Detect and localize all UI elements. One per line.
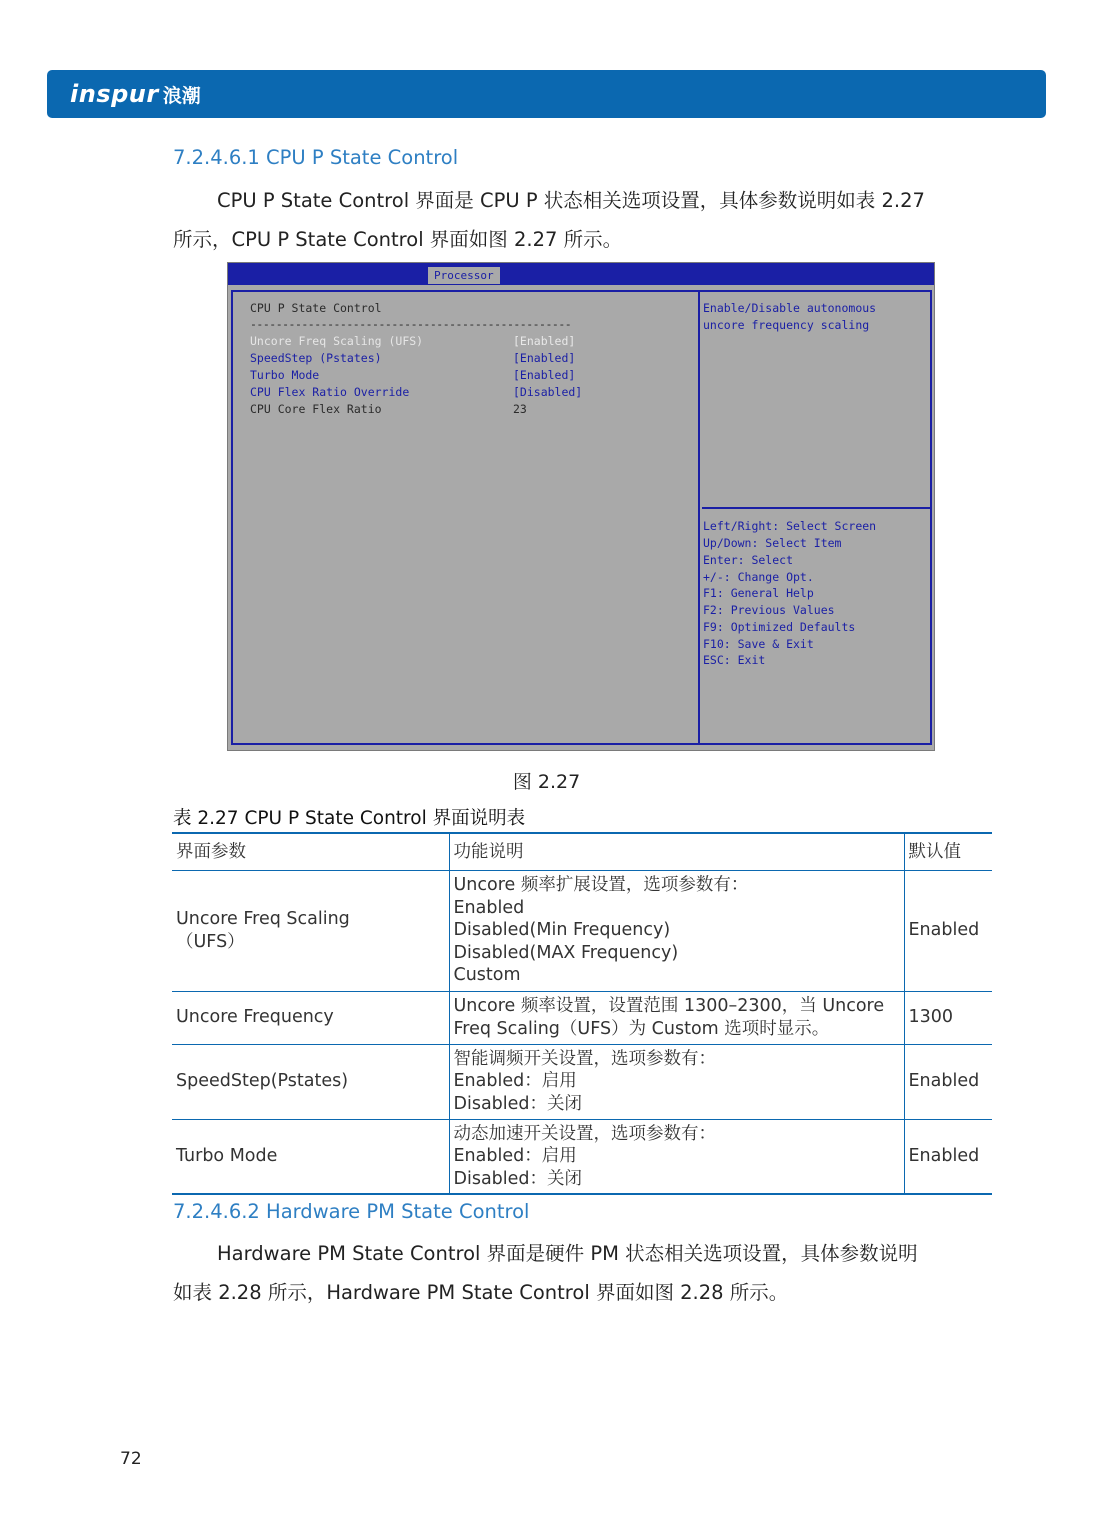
bios-key-hint: +/-: Change Opt. [703,570,814,584]
bios-key-hint: F1: General Help [703,586,814,600]
default-cell: 1300 [904,991,992,1044]
bios-item-label: SpeedStep (Pstates) [250,351,382,365]
bios-key-hint: ESC: Exit [703,653,766,667]
page-number: 72 [120,1449,142,1469]
section-heading: 7.2.4.6.1 CPU P State Control [173,146,459,169]
bios-help-divider [702,507,930,509]
desc-cell [449,1119,904,1194]
bios-key-hint: Left/Right: Select Screen [703,519,877,533]
desc-line: 动态加速开关设置，选项参数有： [453,1123,716,1144]
bios-key-hint: Enter: Select [703,553,794,567]
bios-key-hint: F10: Save & Exit [703,637,814,651]
section-heading: 7.2.4.6.2 Hardware PM State Control [173,1200,530,1223]
bios-item-label: CPU Core Flex Ratio [250,402,382,416]
bios-tab-processor: Processor [428,267,500,284]
bios-item-label: CPU Flex Ratio Override [250,385,410,399]
desc-line: Enabled [453,897,525,918]
paragraph-line: 如表 2.28 所示，Hardware PM State Control 界面如图 2.28 所示。 [173,1281,789,1304]
bios-page-title: CPU P State Control [250,301,382,315]
bios-item-value: [Enabled] [513,351,576,365]
inspur-logo [70,78,201,110]
param-line: （UFS） [176,931,245,952]
bios-key-hint: F9: Optimized Defaults [703,620,856,634]
table-header-cell: 界面参数 [172,833,449,870]
desc-cell [449,870,904,991]
param-line: SpeedStep(Pstates) [176,1071,349,1092]
table-caption: 表 2.27 CPU P State Control 界面说明表 [173,808,526,829]
bios-item-value: 23 [513,402,527,416]
param-cell [172,870,449,991]
table-header-cell: 默认值 [904,833,992,870]
table-row [172,1044,992,1119]
desc-line: Uncore 频率设置，设置范围 1300–2300，当 Uncore [453,996,885,1016]
default-cell: Enabled [904,1044,992,1119]
figure-caption: 图 2.27 [512,771,581,793]
table-header-row [172,833,992,870]
desc-line: Enabled：启用 [453,1146,577,1166]
desc-line: Uncore 频率扩展设置，选项参数有： [453,875,749,896]
desc-line: Disabled(MAX Frequency) [453,942,679,963]
param-line: Uncore Freq Scaling [176,909,350,929]
desc-line: Freq Scaling（UFS）为 Custom 选项时显示。 [453,1018,830,1039]
table-row [172,870,992,991]
desc-cell [449,991,904,1044]
default-cell: Enabled [904,1119,992,1194]
bios-item-value: [Enabled] [513,368,576,382]
paragraph-line: Hardware PM State Control 界面是硬件 PM 状态相关选项设置，具体参数说明 [217,1242,918,1265]
param-line: Turbo Mode [176,1146,278,1166]
bios-key-hint: F2: Previous Values [703,603,835,617]
desc-cell [449,1044,904,1119]
param-cell [172,1044,449,1119]
bios-help-text: uncore frequency scaling [703,318,870,332]
desc-line: Enabled：启用 [453,1071,577,1092]
desc-line: Disabled：关闭 [453,1093,583,1114]
desc-line: Disabled(Min Frequency) [453,920,671,941]
bios-screenshot [227,262,935,751]
bios-item-value: [Enabled] [513,334,576,348]
desc-line: 智能调频开关设置，选项参数有： [453,1048,716,1069]
bios-key-hint: Up/Down: Select Item [703,536,842,550]
bios-help-text: Enable/Disable autonomous [703,301,877,315]
default-cell: Enabled [904,870,992,991]
param-line: Uncore Frequency [176,1007,334,1028]
bios-item-label: Uncore Freq Scaling (UFS) [250,334,424,348]
logo-text: inspur [70,80,159,108]
table-header-cell: 功能说明 [449,833,904,870]
table-row [172,1119,992,1194]
paragraph-line: CPU P State Control 界面是 CPU P 状态相关选项设置，具体参数说明如表 2.27 [217,189,925,212]
bios-separator: -------------------------------------------------- [250,317,572,331]
table-row [172,991,992,1044]
bios-item-label: Turbo Mode [250,368,320,382]
desc-line: Custom [453,965,521,986]
paragraph-line: 所示，CPU P State Control 界面如图 2.27 所示。 [173,228,623,251]
bios-top-bar [228,263,934,285]
param-cell [172,991,449,1044]
desc-line: Disabled：关闭 [453,1168,583,1189]
logo-cn: 浪潮 [162,84,201,107]
parameter-table [172,832,992,1195]
param-cell [172,1119,449,1194]
bios-item-value: [Disabled] [513,385,583,399]
